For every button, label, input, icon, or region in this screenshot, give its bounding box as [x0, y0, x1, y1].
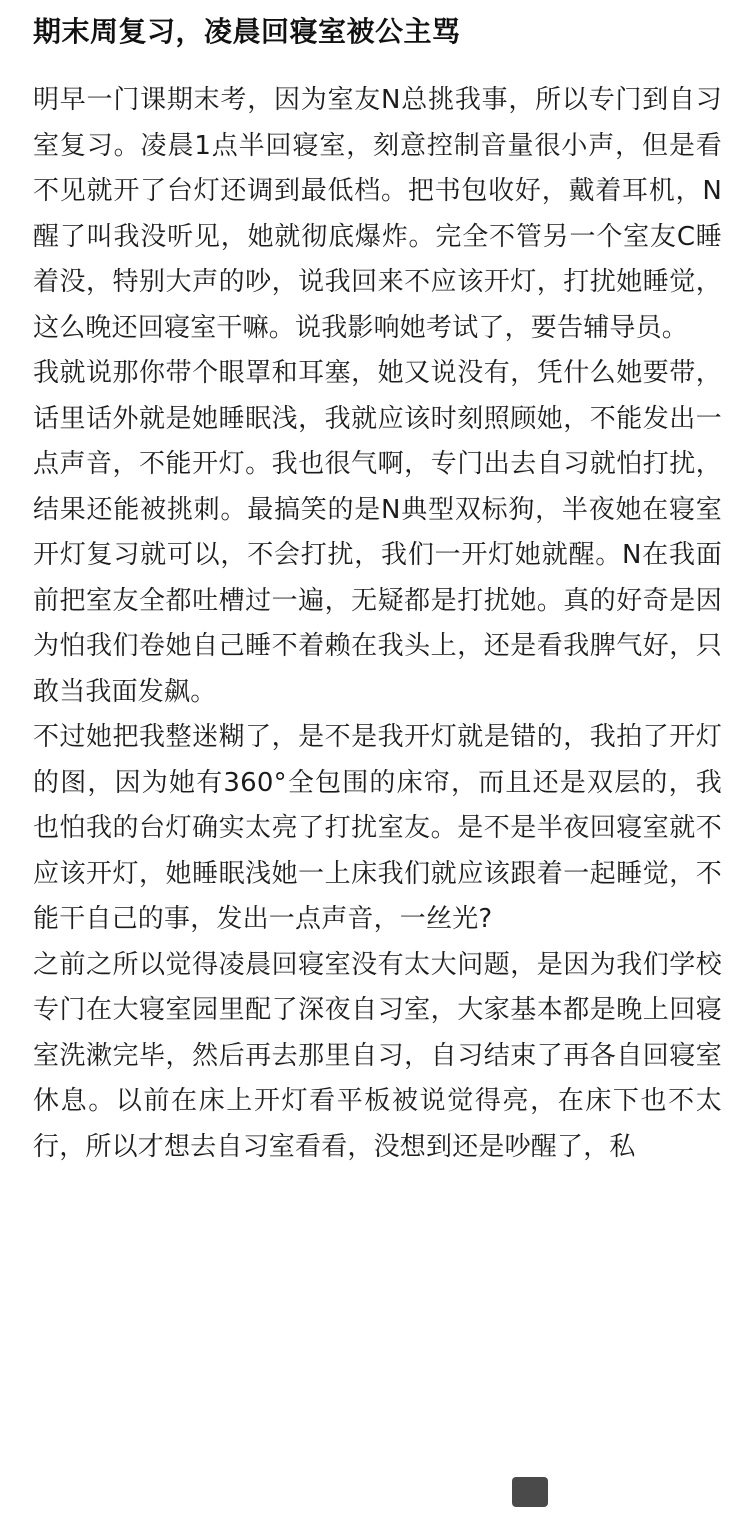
post-title: 期末周复习，凌晨回寝室被公主骂: [33, 15, 461, 48]
post-paragraph-2: 我就说那你带个眼罩和耳塞，她又说没有，凭什么她要带，话里话外就是她睡眠浅，我就应该时刻照顾她，不能发出一点声音，不能开灯。我也很气啊，专门出去自习就怕打扰，结果还能被挑刺。最搞笑的是N典型双标狗，半夜她在寝室开灯复习就可以，不会打扰，我们一开灯她就醒。N在我面前把室友全都吐槽过一遍，无疑都是打扰她。真的好奇是因为怕我们卷她自己睡不着赖在我头上，还是看我脾气好，只敢当我面发飙。: [33, 358, 722, 707]
post-paragraph-1: 明早一门课期末考，因为室友N总挑我事，所以专门到自习室复习。凌晨1点半回寝室，刻意控制音量很小声，但是看不见就开了台灯还调到最低档。把书包收好，戴着耳机，N醒了叫我没听见，她就彻底爆炸。完全不管另一个室友C睡着没，特别大声的吵，说我回来不应该开灯，打扰她睡觉，这么晚还回寝室干嘛。说我影响她考试了，要告辅导员。: [33, 85, 722, 343]
watermark: [512, 1474, 748, 1510]
post-paragraph-4: 之前之所以觉得凌晨回寝室没有太大问题，是因为我们学校专门在大寝室园里配了深夜自习室，大家基本都是晚上回寝室洗漱完毕，然后再去那里自习，自习结束了再各自回寝室休息。以前在床上开灯看平板被说觉得亮，在床下也不太行，所以才想去自习室看看，没想到还是吵醒了，私: [33, 949, 722, 1162]
post-paragraph-3: 不过她把我整迷糊了，是不是我开灯就是错的，我拍了开灯的图，因为她有360°全包围的床帘，而且还是双层的，我也怕我的台灯确实太亮了打扰室友。是不是半夜回寝室就不应该开灯，她睡眠浅她一上床我们就应该跟着一起睡觉，不能干自己的事，发出一点声音，一丝光?: [33, 722, 722, 934]
watermark-logo-icon: [512, 1477, 548, 1507]
